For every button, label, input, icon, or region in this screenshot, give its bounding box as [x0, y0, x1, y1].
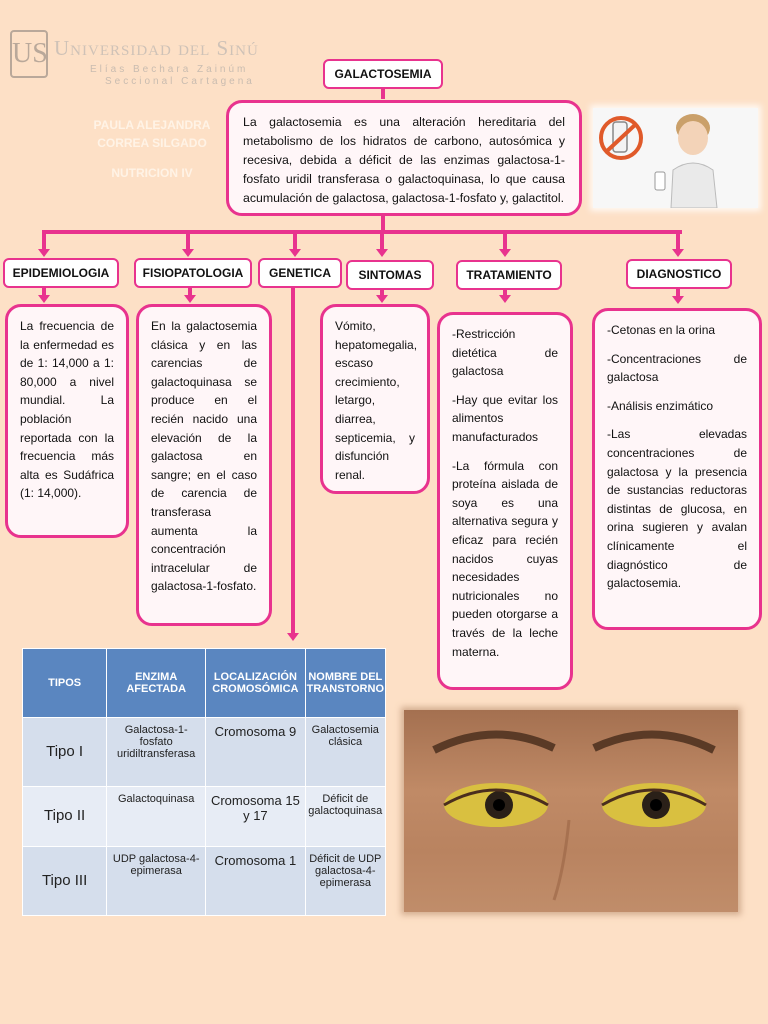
table-header: ENZIMA AFECTADA — [107, 649, 206, 718]
author-name-line1: PAULA ALEJANDRA — [93, 118, 211, 132]
table-row — [23, 787, 386, 847]
table-cell: Cromosoma 15 y 17 — [206, 787, 305, 847]
diagnostico-item: -Cetonas en la orina — [607, 323, 716, 337]
table-cell: Galactoquinasa — [107, 787, 206, 847]
tratamiento-item: -Hay que evitar los alimentos manufacturados — [452, 392, 558, 444]
category-fisiopatologia: FISIOPATOLOGIA — [134, 258, 252, 288]
table-cell: Tipo II — [23, 787, 107, 847]
table-header: TIPOS — [23, 649, 107, 718]
eyes-illustration — [404, 710, 738, 912]
sintomas-box — [320, 304, 430, 494]
table-row — [23, 718, 386, 787]
table-cell: Déficit de galactoquinasa — [305, 787, 385, 847]
arrow-down-icon — [289, 249, 301, 257]
arrow-down-icon — [376, 249, 388, 257]
table-header: NOMBRE DEL TRANSTORNO — [305, 649, 385, 718]
connector-line — [42, 230, 46, 250]
university-founder: Elías Bechara Zainúm — [90, 64, 249, 75]
connector-line — [380, 230, 384, 250]
arrow-down-icon — [182, 249, 194, 257]
university-logo — [10, 30, 300, 90]
arrow-down-icon — [184, 295, 196, 303]
connector-line — [186, 230, 190, 250]
table-cell: Tipo III — [23, 846, 107, 915]
child-milk-illustration — [593, 108, 758, 208]
sintomas-text: Vómito, hepatomegalia, escaso crecimiento, letargo, diarrea, septicemia, y disfunción renal. — [335, 319, 418, 482]
author-course: NUTRICION IV — [111, 166, 193, 180]
table-cell: UDP galactosa-4-epimerasa — [107, 846, 206, 915]
definition-box — [226, 100, 582, 216]
table-row — [23, 846, 386, 915]
table-cell: Galactosa-1-fosfato uridiltransferasa — [107, 718, 206, 787]
tratamiento-box — [437, 312, 573, 690]
definition-text: La galactosemia es una alteración hereditaria del metabolismo de los hidratos de carbono, autosómica y recesiva, debida a déficit de las enzimas galactosa-1-fosfato uridil transferasa o galactoquinasa, lo que causa acumulación de galactosa, galactosa-1-fosfato y, galactitol. — [243, 115, 565, 205]
galactosemia-types-table — [22, 648, 386, 916]
connector-line — [381, 89, 385, 99]
connector-line — [293, 230, 297, 250]
logo-emblem: US — [10, 30, 48, 78]
category-epidemiologia: EPIDEMIOLOGIA — [3, 258, 119, 288]
diagnostico-item: -Las elevadas concentraciones de galactosa y la presencia de sustancias reductoras distintas de glucosa, en orina sugieren y avalan clínicamente el diagnóstico de galactosemia. — [607, 427, 747, 591]
connector-line — [42, 230, 682, 234]
arrow-down-icon — [38, 249, 50, 257]
tratamiento-item: -La fórmula con proteína aislada de soya es una alternativa segura y eficaz para recién nacidos cuyas necesidades nutricionales no pueden otorgarse a través de la leche materna. — [452, 458, 558, 659]
table-cell: Cromosoma 9 — [206, 718, 305, 787]
category-diagnostico: DIAGNOSTICO — [626, 259, 732, 289]
category-genetica: GENETICA — [258, 258, 342, 288]
connector-line — [291, 288, 295, 634]
title-galactosemia: GALACTOSEMIA — [323, 59, 443, 89]
child-milk-photo — [593, 108, 758, 208]
arrow-down-icon — [287, 633, 299, 641]
university-name: Universidad del Sinú — [54, 36, 259, 60]
diagnostico-box — [592, 308, 762, 630]
table-header: LOCALIZACIÓN CROMOSÓMICA — [206, 649, 305, 718]
fisiopatologia-box — [136, 304, 272, 626]
jaundiced-eyes-photo — [404, 710, 738, 912]
arrow-down-icon — [38, 295, 50, 303]
diagnostico-item: -Concentraciones de galactosa — [607, 351, 747, 385]
arrow-down-icon — [499, 249, 511, 257]
connector-line — [503, 230, 507, 250]
author-name-line2: CORREA SILGADO — [97, 136, 207, 150]
table-cell: Tipo I — [23, 718, 107, 787]
epidemiologia-box — [5, 304, 129, 538]
epidemiologia-text: La frecuencia de la enfermedad es de 1: 14,000 a 1: 80,000 a nivel mundial. La población reportada con la frecuencia más alta es Sudáfrica (1: 14,000). — [20, 319, 114, 501]
fisiopatologia-text: En la galactosemia clásica y en las carencias de galactoquinasa se produce en el recién nacido una elevación de la galactosa en sangre; en el caso de carencia de transferasa aumenta la concentración intracelular de galactosa-1-fosfato. — [151, 319, 257, 594]
category-tratamiento: TRATAMIENTO — [456, 260, 562, 290]
table-cell: Galactosemia clásica — [305, 718, 385, 787]
arrow-down-icon — [499, 295, 511, 303]
category-sintomas: SINTOMAS — [346, 260, 434, 290]
tratamiento-item: -Restricción dietética de galactosa — [452, 327, 558, 379]
table-cell: Déficit de UDP galactosa-4-epimerasa — [305, 846, 385, 915]
connector-line — [676, 230, 680, 250]
diagnostico-item: -Análisis enzimático — [607, 398, 714, 413]
arrow-down-icon — [376, 295, 388, 303]
arrow-down-icon — [672, 249, 684, 257]
table-cell: Cromosoma 1 — [206, 846, 305, 915]
arrow-down-icon — [672, 296, 684, 304]
university-seccional: Seccional Cartagena — [105, 76, 255, 87]
